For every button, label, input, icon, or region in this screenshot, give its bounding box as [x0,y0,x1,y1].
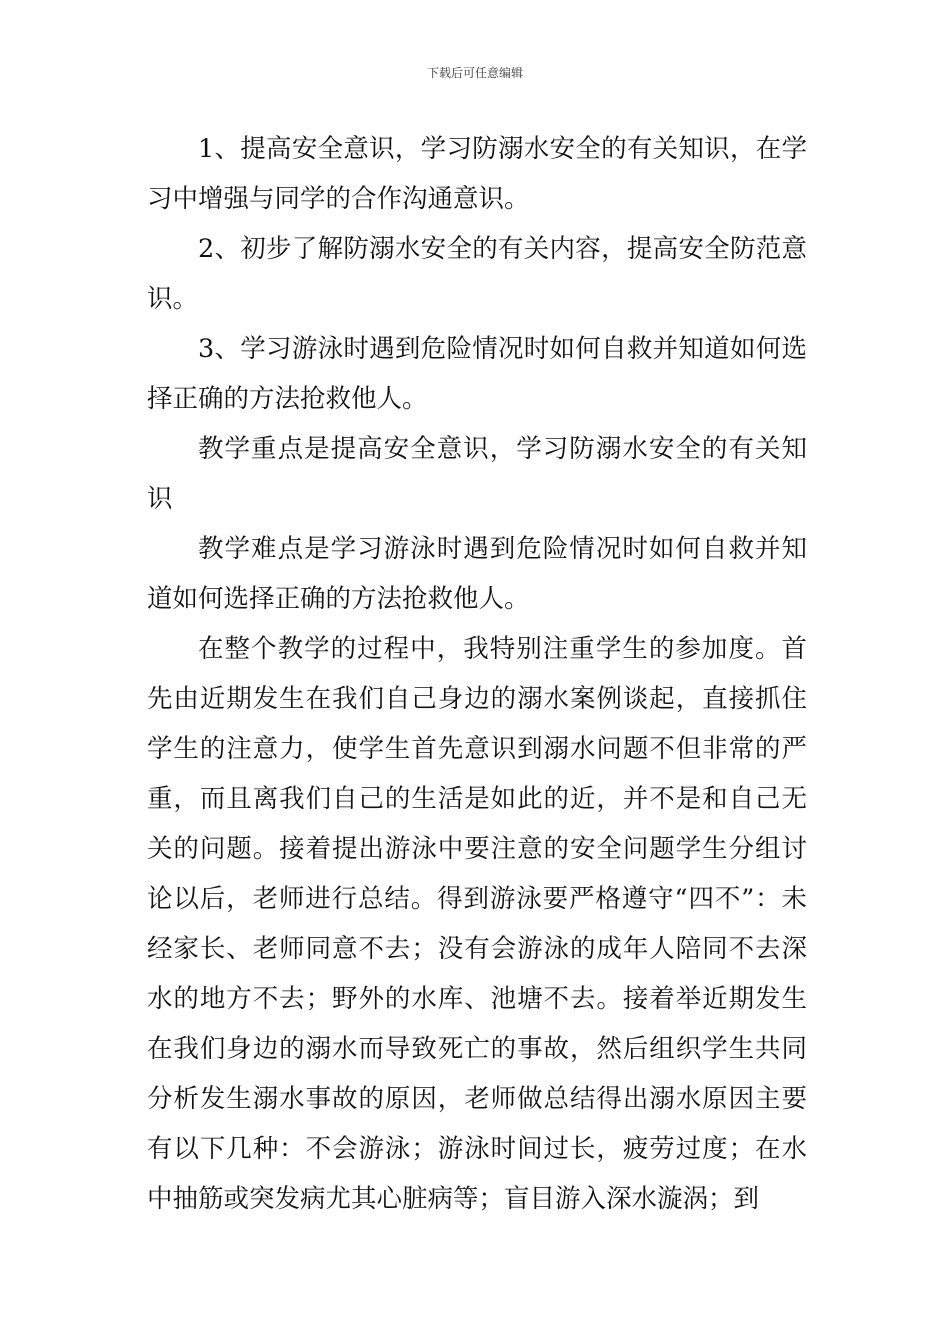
teaching-process-paragraph: 在整个教学的过程中，我特别注重学生的参加度。首先由近期发生在我们自己身边的溺水案例谈起，直接抓住学生的注意力，使学生首先意识到溺水问题不但非常的严重，而且离我们自己的生活是如此的近，并不是和自己无关的问题。接着提出游泳中要注意的安全问题学生分组讨论以后，老师进行总结。得到游泳要严格遵守“四不”：未经家长、老师同意不去；没有会游泳的成年人陪同不去深水的地方不去；野外的水库、池塘不去。接着举近期发生在我们身边的溺水而导致死亡的事故，然后组织学生共同分析发生溺水事故的原因，老师做总结得出溺水原因主要有以下几种：不会游泳；游泳时间过长，疲劳过度；在水中抽筋或突发病尤其心脏病等；盲目游入深水漩涡；到 [147,634,807,1214]
page-header: 下载后可任意编辑 [426,66,523,80]
objective-1: 1、提高安全意识，学习防溺水安全的有关知识，在学习中增强与同学的合作沟通意识。 [147,134,807,214]
document-body [147,124,807,1224]
objective-2: 2、初步了解防溺水安全的有关内容，提高安全防范意识。 [147,234,807,314]
teaching-difficulty: 教学难点是学习游泳时遇到危险情况时如何自救并知道如何选择正确的方法抢救他人。 [147,534,807,614]
teaching-key-point: 教学重点是提高安全意识，学习防溺水安全的有关知识 [147,434,807,514]
objective-3: 3、学习游泳时遇到危险情况时如何自救并知道如何选择正确的方法抢救他人。 [147,334,807,414]
